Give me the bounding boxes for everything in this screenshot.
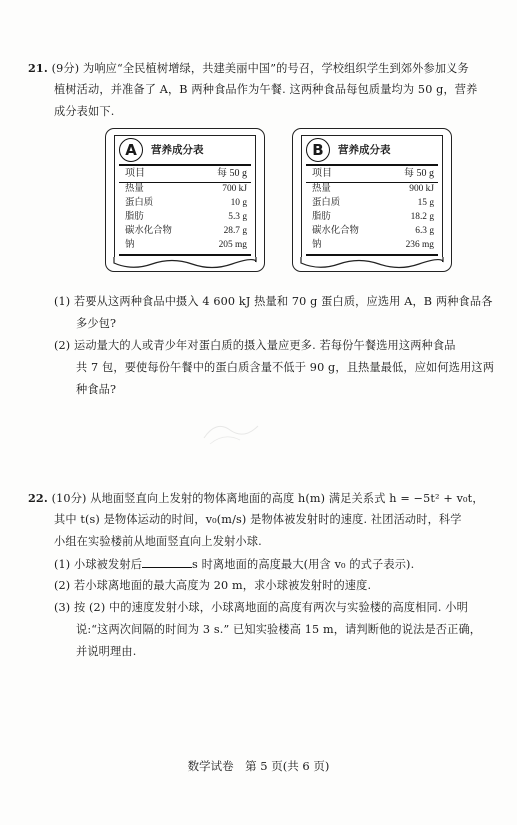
row-name: 碳水化合物: [125, 225, 172, 236]
q22-part3-line2: 说:“这两次间隔的时间为 3 s.” 已知实验楼高 15 m，请判断他的说法是否正确，: [76, 623, 482, 636]
row-name: 脂肪: [125, 211, 144, 222]
card-b-row: [306, 238, 438, 252]
card-a-header-per: 每 50 g: [217, 168, 247, 179]
q22-part1: [54, 556, 414, 573]
q21-line1: [28, 60, 469, 77]
nutrition-card-b: [292, 128, 452, 272]
card-b-row: [306, 224, 438, 238]
card-b-title: 营养成分表: [338, 144, 391, 156]
row-value: 236 mg: [405, 240, 434, 250]
row-name: 热量: [125, 183, 144, 194]
card-b-badge: B: [306, 138, 330, 162]
card-a-badge: A: [119, 138, 143, 162]
card-a-row: [119, 182, 251, 196]
row-value: 205 mg: [218, 240, 247, 250]
q21-part2-line1: (2) 运动量大的人或青少年对蛋白质的摄入量应更多. 若每份午餐选用这两种食品: [54, 339, 456, 352]
card-b-row: [306, 196, 438, 210]
q21-number: 21.: [28, 61, 48, 75]
row-name: 钠: [125, 239, 135, 250]
row-value: 5.3 g: [228, 212, 247, 222]
card-a-row: [119, 238, 251, 252]
card-a-header-item: 项目: [125, 168, 145, 179]
page-footer: 数学试卷 第 5 页(共 6 页): [187, 759, 330, 773]
card-b-header: [306, 164, 438, 183]
answer-blank: [142, 556, 192, 568]
card-b-bottom-rule: [306, 254, 438, 256]
row-value: 6.3 g: [415, 226, 434, 236]
nutrition-card-a: [105, 128, 265, 272]
row-name: 钠: [312, 239, 322, 250]
q22-line3: 小组在实验楼前从地面竖直向上发射小球.: [54, 535, 262, 548]
card-a-wave-edge: [112, 257, 258, 271]
card-b-header-per: 每 50 g: [404, 168, 434, 179]
row-name: 蛋白质: [125, 197, 154, 208]
card-b-row: [306, 182, 438, 196]
row-value: 28.7 g: [223, 226, 247, 236]
q22-line2: 其中 t(s) 是物体运动的时间，v₀(m/s) 是物体被发射时的速度. 社团活动时，科学: [54, 513, 462, 526]
card-b-header-item: 项目: [312, 168, 332, 179]
nutrition-table-a: [114, 135, 256, 262]
nutrition-table-b: [301, 135, 443, 262]
q22-part1-post: s 时离地面的高度最大(用含 v₀ 的式子表示).: [192, 558, 415, 571]
row-value: 700 kJ: [222, 184, 247, 194]
q22-part3-line3: 并说明理由.: [76, 645, 137, 658]
card-a-row: [119, 224, 251, 238]
q22-line1: [28, 490, 484, 507]
q22-part2: (2) 若小球离地面的最大高度为 20 m，求小球被发射时的速度.: [54, 579, 372, 592]
q21-line3: 成分表如下.: [54, 105, 115, 118]
row-name: 热量: [312, 183, 331, 194]
card-a-row: [119, 210, 251, 224]
pencil-smudge-mark: [196, 412, 266, 452]
q22-part3-line1: (3) 按 (2) 中的速度发射小球，小球离地面的高度有两次与实验楼的高度相同. 小明: [54, 601, 468, 614]
card-a-bottom-rule: [119, 254, 251, 256]
q21-part1-line1: (1) 若要从这两种食品中摄入 4 600 kJ 热量和 70 g 蛋白质，应选用 A，B 两种食品各: [54, 295, 493, 308]
q22-text-line1: (10分) 从地面竖直向上发射的物体离地面的高度 h(m) 满足关系式 h = −5t² + v₀t，: [51, 492, 484, 505]
card-a-title: 营养成分表: [151, 144, 204, 156]
row-name: 蛋白质: [312, 197, 341, 208]
row-value: 900 kJ: [409, 184, 434, 194]
card-a-header: [119, 164, 251, 183]
row-name: 脂肪: [312, 211, 331, 222]
q21-part1-line2: 多少包?: [76, 317, 117, 330]
row-name: 碳水化合物: [312, 225, 359, 236]
row-value: 18.2 g: [410, 212, 434, 222]
card-b-wave-edge: [299, 257, 445, 271]
card-b-row: [306, 210, 438, 224]
row-value: 10 g: [230, 198, 247, 208]
q21-part2-line2: 共 7 包，要使每份午餐中的蛋白质含量不低于 90 g，且热量最低，应如何选用这两: [76, 361, 495, 374]
q21-text-line1: (9分) 为响应“全民植树增绿，共建美丽中国”的号召，学校组织学生到郊外参加义务: [51, 62, 469, 75]
q22-part1-pre: (1) 小球被发射后: [54, 558, 143, 571]
card-a-row: [119, 196, 251, 210]
q21-part2-line3: 种食品?: [76, 383, 117, 396]
q22-number: 22.: [28, 491, 48, 505]
row-value: 15 g: [417, 198, 434, 208]
q21-line2: 植树活动，并准备了 A，B 两种食品作为午餐. 这两种食品每包质量均为 50 g，营养: [54, 83, 478, 96]
